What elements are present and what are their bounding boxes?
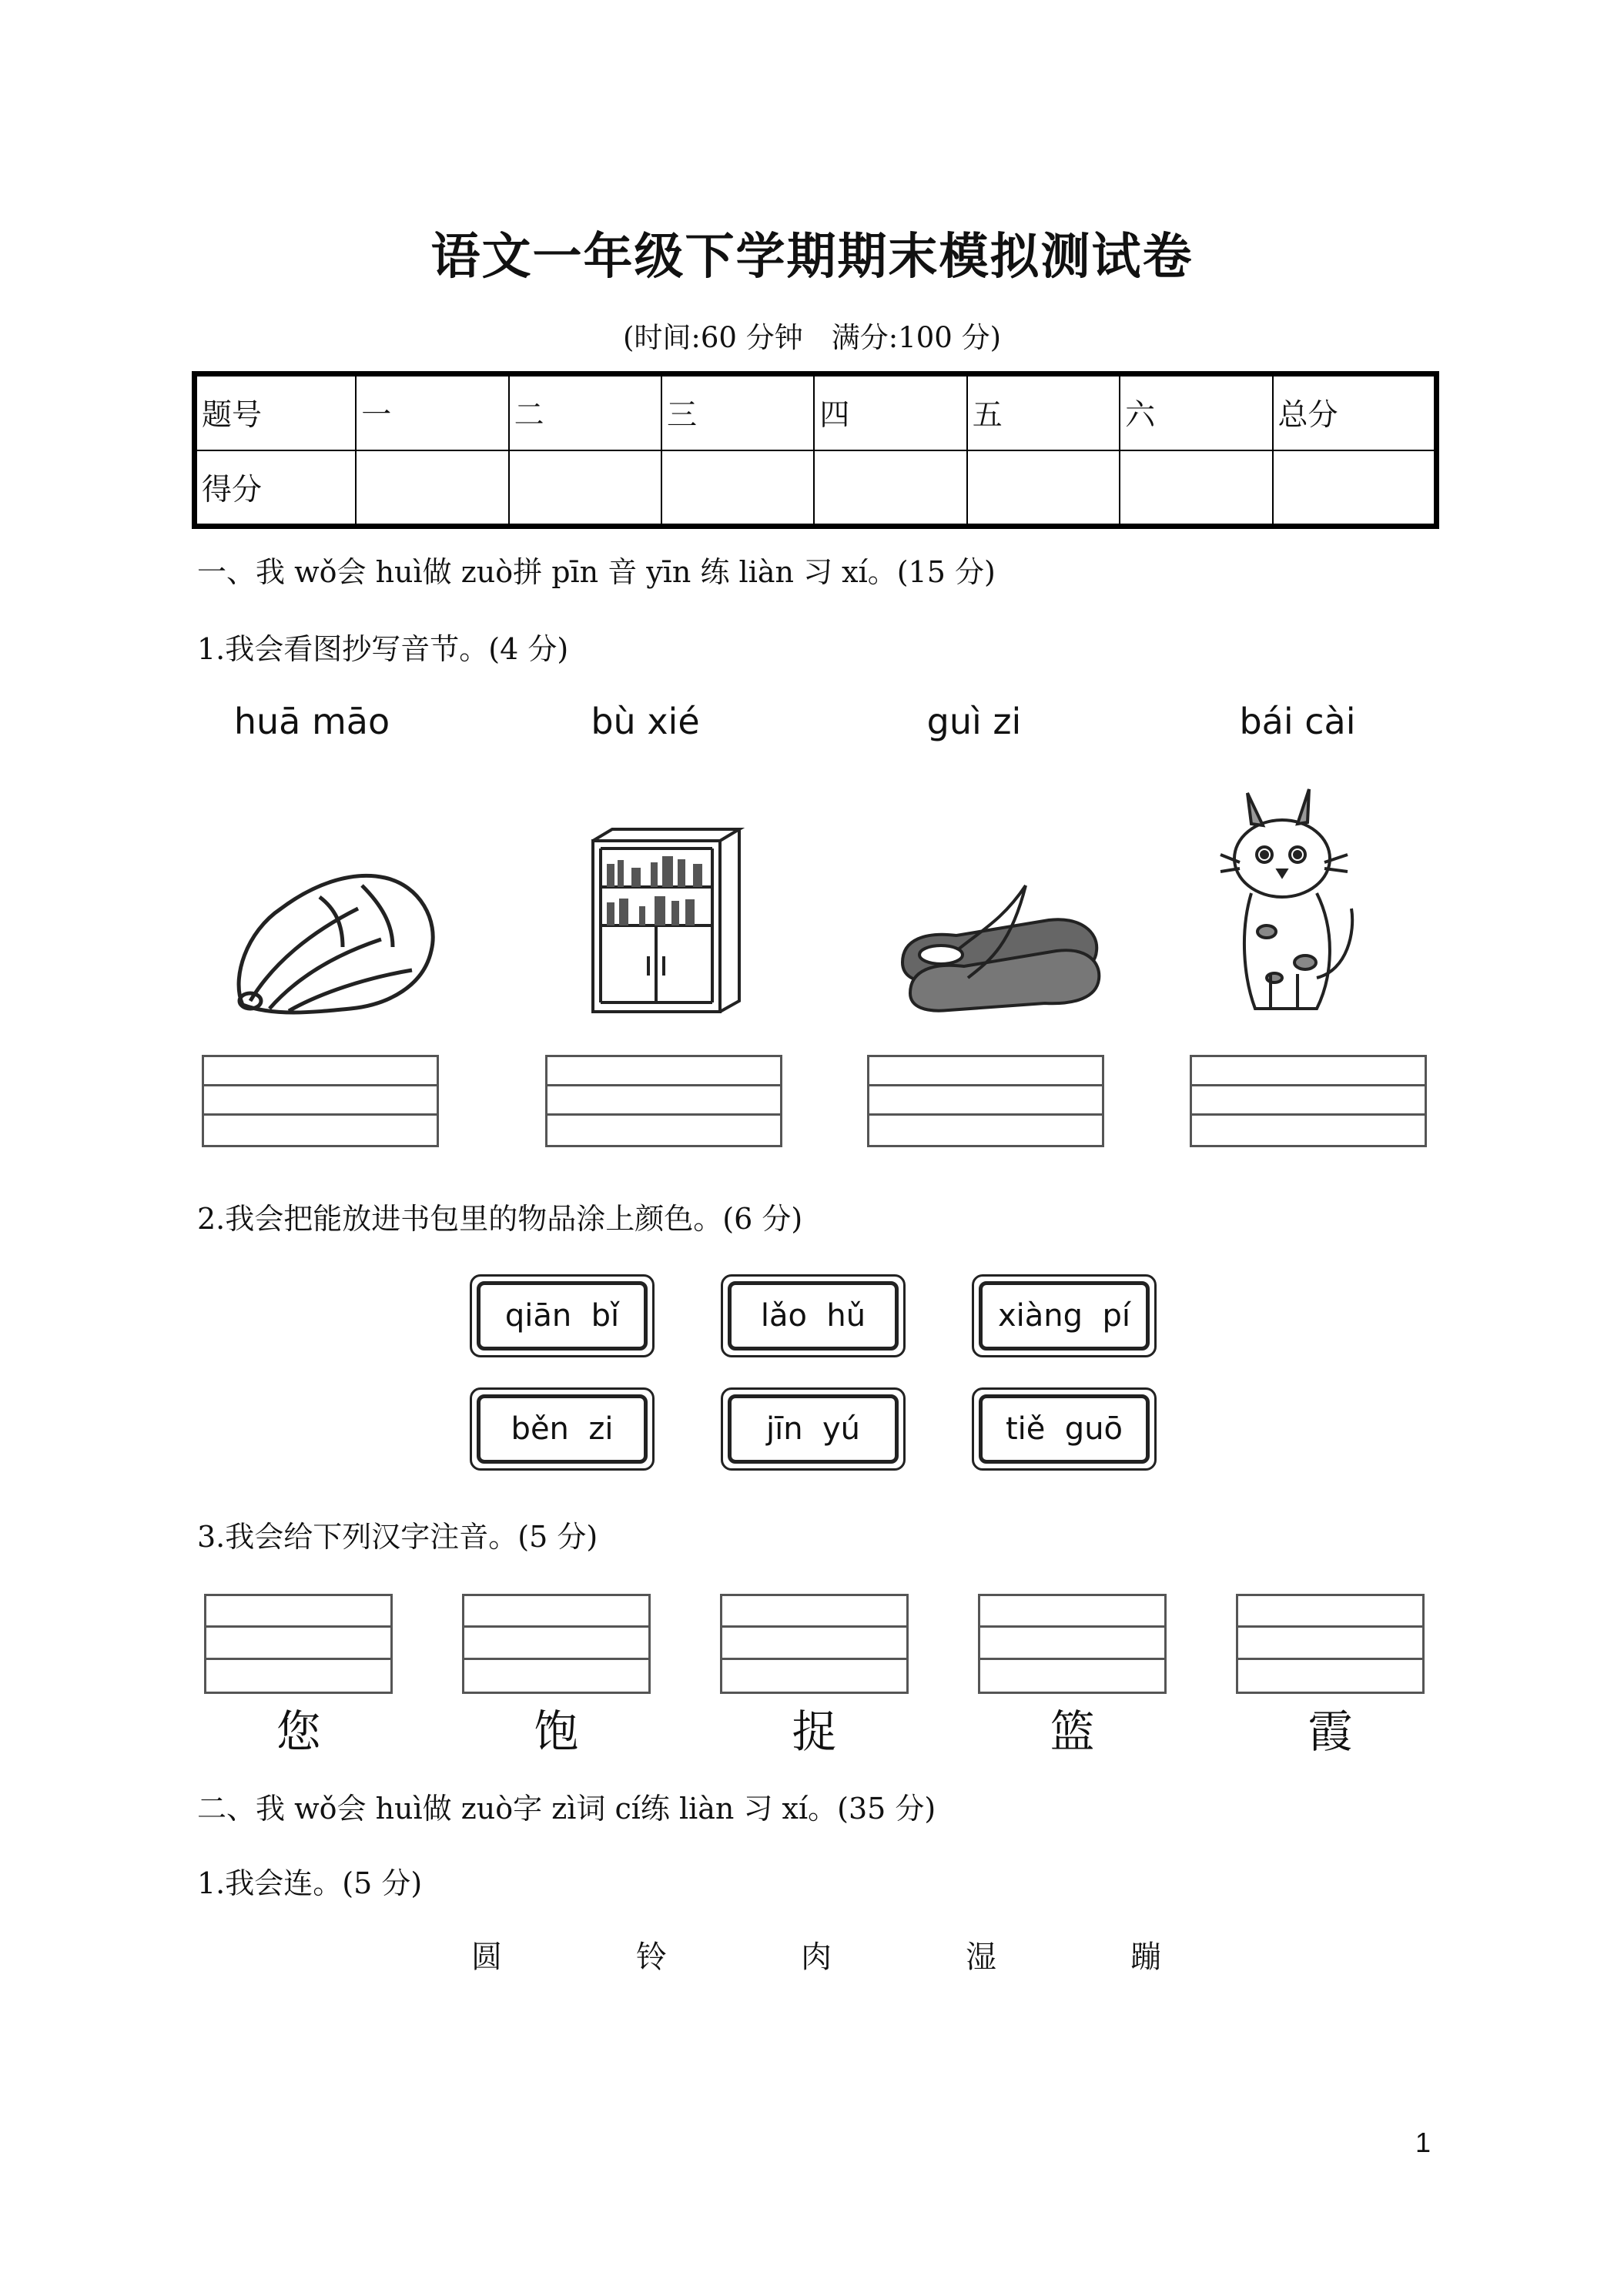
pinyin-label: bái cài	[1239, 701, 1356, 742]
shoes-icon	[895, 878, 1103, 1016]
match-char[interactable]: 肉	[801, 1940, 832, 1975]
match-char[interactable]: 湿	[966, 1940, 996, 1975]
item-card[interactable]	[721, 1387, 906, 1471]
exam-info: (时间:60 分钟 满分:100 分)	[622, 321, 1002, 354]
score-cell[interactable]	[814, 450, 966, 527]
section-1-heading: 一、我 wǒ会 huì做 zuò拼 pīn 音 yīn 练 liàn 习 xí。(15 分)	[197, 555, 996, 589]
page-title: 语文一年级下学期期末模拟测试卷	[430, 229, 1194, 286]
question-1-1-label: 1.我会看图抄写音节。(4 分)	[197, 632, 569, 666]
item-card[interactable]	[972, 1274, 1157, 1357]
pinyin-box[interactable]	[204, 1594, 393, 1694]
item-card-text: lǎo hǔ	[728, 1281, 899, 1350]
hanzi-char: 您	[276, 1705, 321, 1758]
pinyin-box[interactable]	[978, 1594, 1167, 1694]
hanzi-char: 饱	[534, 1705, 579, 1758]
bookshelf-icon	[585, 825, 747, 1018]
score-header-cell: 总分	[1273, 374, 1437, 450]
score-header-cell: 五	[967, 374, 1120, 450]
writing-box[interactable]	[202, 1055, 439, 1147]
item-card[interactable]	[721, 1274, 906, 1357]
question-1-2-label: 2.我会把能放进书包里的物品涂上颜色。(6 分)	[197, 1202, 803, 1236]
pinyin-label: huā māo	[233, 701, 390, 742]
pinyin-box[interactable]	[720, 1594, 909, 1694]
item-card-text: xiàng pí	[979, 1281, 1150, 1350]
hanzi-char: 篮	[1050, 1705, 1095, 1758]
writing-box[interactable]	[545, 1055, 782, 1147]
score-header-cell: 题号	[195, 374, 357, 450]
writing-box[interactable]	[867, 1055, 1104, 1147]
match-char[interactable]: 圆	[471, 1940, 502, 1975]
cat-icon	[1217, 778, 1386, 1024]
item-card-text: tiě guō	[979, 1394, 1150, 1464]
item-card-text: qiān bǐ	[477, 1281, 648, 1350]
hanzi-char: 霞	[1308, 1705, 1353, 1758]
section-2-heading: 二、我 wǒ会 huì做 zuò字 zì词 cí练 liàn 习 xí。(35 分)	[197, 1792, 936, 1826]
cabbage-icon	[227, 862, 443, 1024]
page-number: 1	[1415, 2127, 1431, 2158]
match-char[interactable]: 铃	[636, 1940, 667, 1975]
score-cell[interactable]	[356, 450, 508, 527]
pinyin-box[interactable]	[462, 1594, 651, 1694]
item-card-text: běn zi	[477, 1394, 648, 1464]
question-2-1-label: 1.我会连。(5 分)	[197, 1866, 423, 1900]
item-card[interactable]	[470, 1274, 655, 1357]
question-1-3-label: 3.我会给下列汉字注音。(5 分)	[197, 1520, 598, 1554]
writing-box[interactable]	[1190, 1055, 1427, 1147]
score-table	[192, 371, 1439, 529]
score-cell[interactable]	[661, 450, 814, 527]
score-header-cell: 六	[1120, 374, 1272, 450]
pinyin-label: bù xié	[591, 701, 700, 742]
match-char[interactable]: 蹦	[1130, 1940, 1161, 1975]
score-row-label: 得分	[195, 450, 357, 527]
pinyin-box[interactable]	[1236, 1594, 1425, 1694]
item-card[interactable]	[972, 1387, 1157, 1471]
hanzi-char: 捉	[792, 1705, 837, 1758]
score-header-cell: 四	[814, 374, 966, 450]
pinyin-label: guì zi	[926, 701, 1022, 742]
score-header-cell: 一	[356, 374, 508, 450]
score-cell[interactable]	[509, 450, 661, 527]
item-card[interactable]	[470, 1387, 655, 1471]
score-cell[interactable]	[1120, 450, 1272, 527]
score-cell[interactable]	[1273, 450, 1437, 527]
item-card-text: jīn yú	[728, 1394, 899, 1464]
score-table-header-row	[195, 374, 1437, 450]
score-table-score-row	[195, 450, 1437, 527]
score-header-cell: 三	[661, 374, 814, 450]
score-cell[interactable]	[967, 450, 1120, 527]
score-header-cell: 二	[509, 374, 661, 450]
